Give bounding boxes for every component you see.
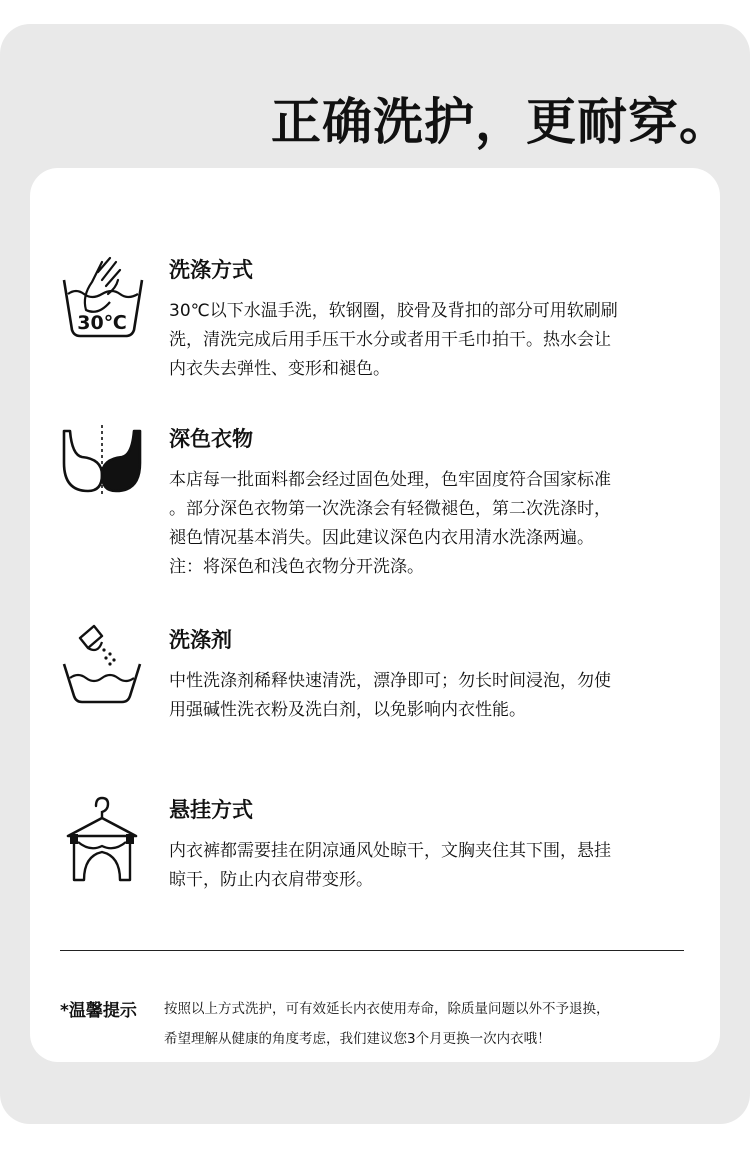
body-line: 褪色情况基本消失。因此建议深色内衣用清水洗涤两遍。	[169, 528, 594, 548]
hand-wash-30c-icon	[58, 254, 146, 342]
background-panel	[0, 24, 750, 1124]
section-body	[169, 667, 699, 725]
body-line: 洗，清洗完成后用手压干水分或者用干毛巾拍干。热水会让	[169, 330, 611, 350]
body-line: 晾干，防止内衣肩带变形。	[169, 870, 373, 890]
care-card	[30, 168, 720, 1062]
section-title: 洗涤剂	[169, 628, 232, 652]
divider	[60, 950, 684, 951]
section-title: 悬挂方式	[169, 798, 253, 822]
tip-body	[164, 994, 704, 1054]
page-headline: 正确洗护，更耐穿。	[271, 93, 730, 151]
temperature-label: 30℃	[77, 312, 127, 334]
body-line: 中性洗涤剂稀释快速清洗，漂净即可；勿长时间浸泡，勿使	[169, 671, 611, 691]
body-line: 30℃以下水温手洗，软钢圈，胶骨及背扣的部分可用软刷刷	[169, 301, 618, 321]
tip-line: 按照以上方式洗护，可有效延长内衣使用寿命，除质量问题以外不予退换，	[164, 1001, 610, 1017]
detergent-basin-icon	[58, 620, 146, 708]
tip-line: 希望理解从健康的角度考虑，我们建议您3个月更换一次内衣哦！	[164, 1031, 551, 1047]
body-line: 用强碱性洗衣粉及洗白剂，以免影响内衣性能。	[169, 700, 526, 720]
body-line: 注：将深色和浅色衣物分开洗涤。	[169, 557, 424, 577]
section-body	[169, 297, 699, 384]
body-line: 。部分深色衣物第一次洗涤会有轻微褪色，第二次洗涤时，	[169, 499, 611, 519]
section-body	[169, 466, 699, 582]
section-title: 深色衣物	[169, 427, 253, 451]
dark-bra-icon	[58, 423, 146, 511]
body-line: 内衣裤都需要挂在阴凉通风处晾干，文胸夹住其下围，悬挂	[169, 841, 611, 861]
body-line: 内衣失去弹性、变形和褪色。	[169, 359, 390, 379]
section-body	[169, 837, 699, 895]
tip-label: *温馨提示	[60, 1001, 137, 1021]
hanger-icon	[58, 796, 146, 884]
body-line: 本店每一批面料都会经过固色处理，色牢固度符合国家标准	[169, 470, 611, 490]
section-title: 洗涤方式	[169, 258, 253, 282]
